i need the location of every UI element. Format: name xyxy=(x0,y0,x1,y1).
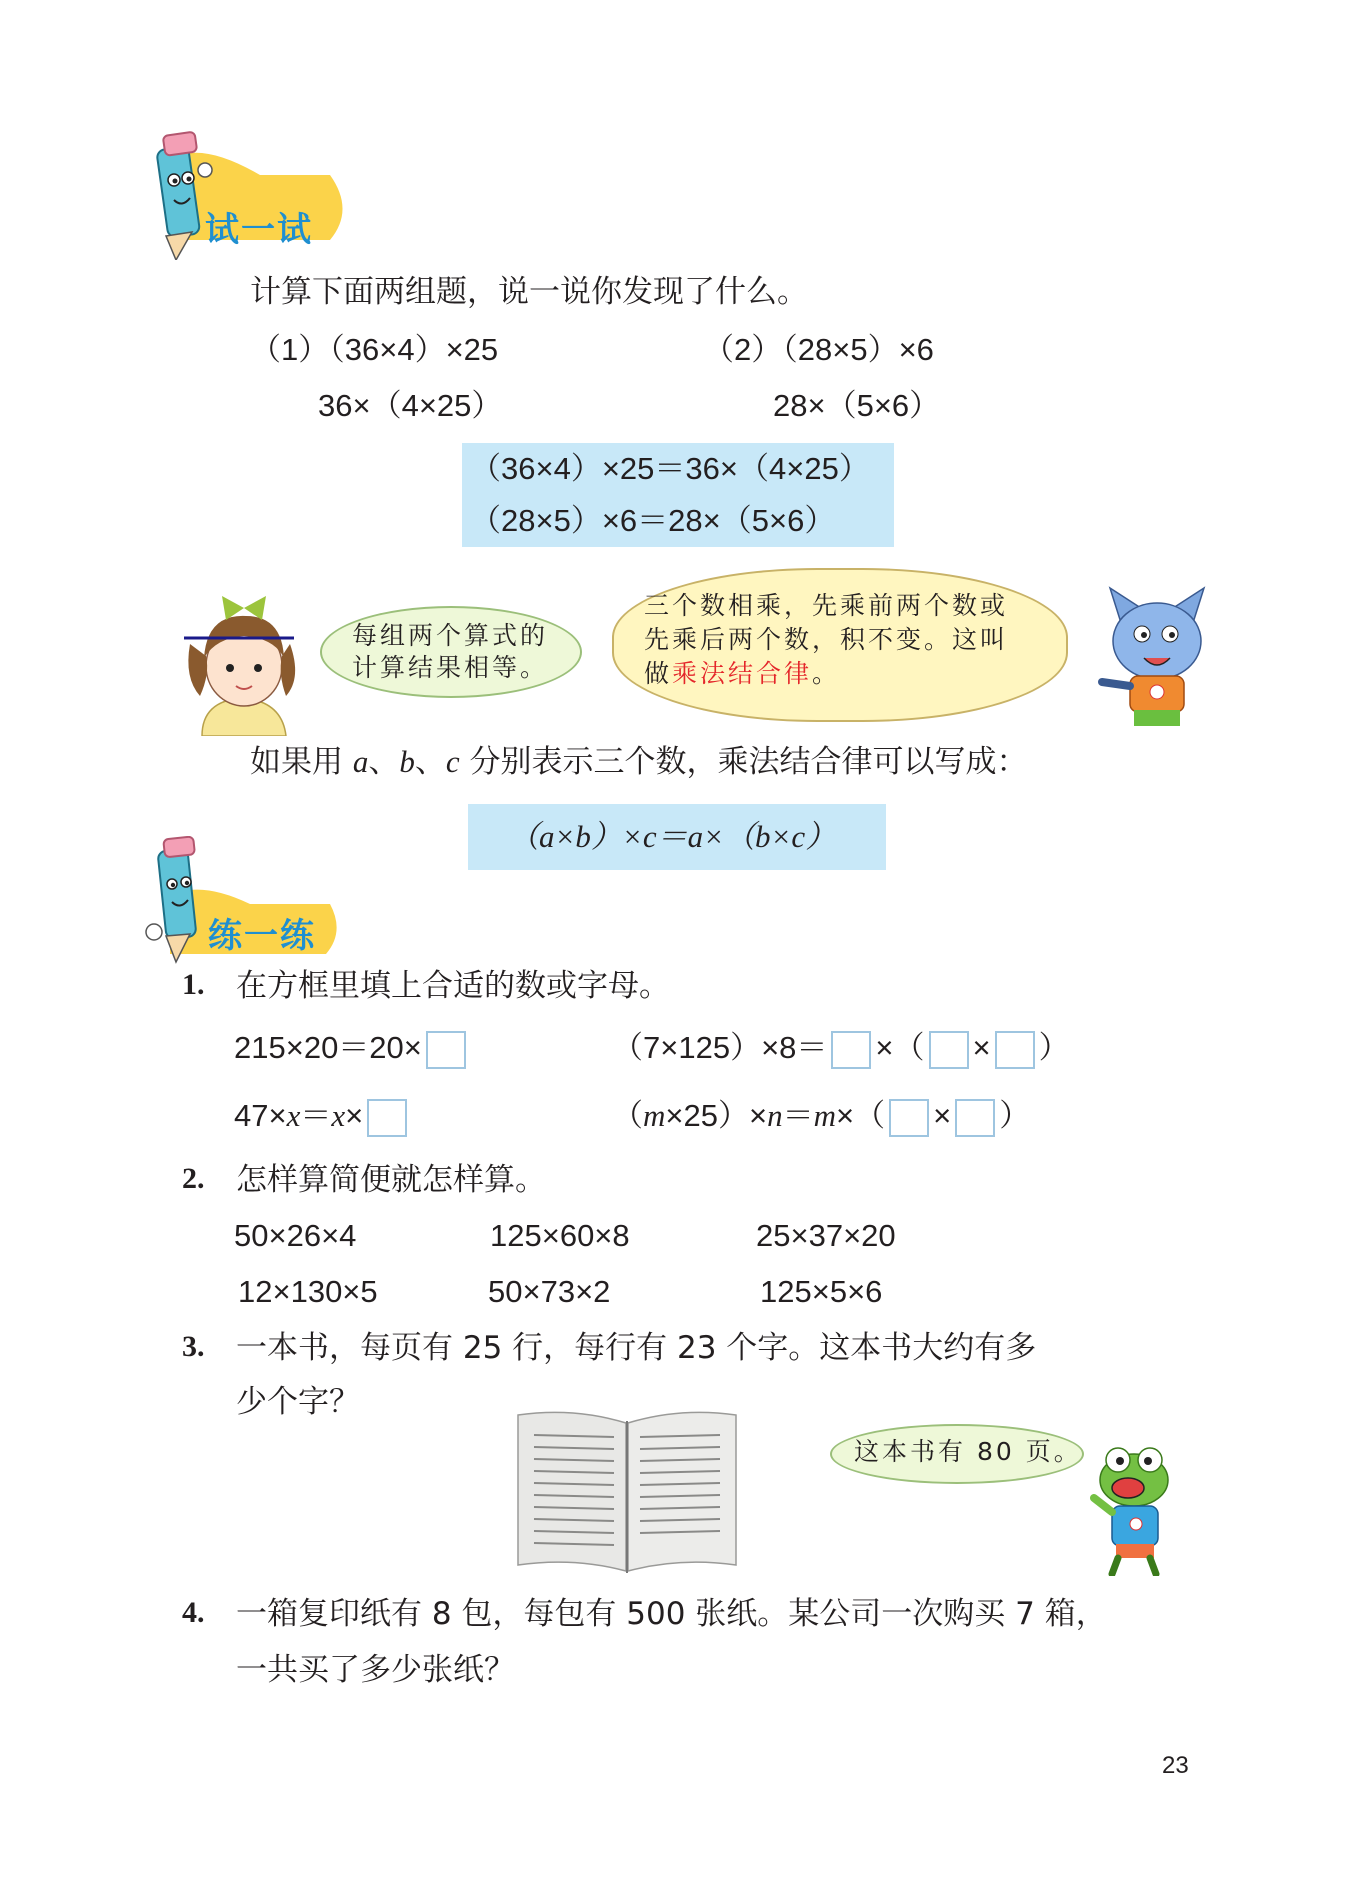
answer-box[interactable] xyxy=(929,1031,969,1069)
q2-item: 50×26×4 xyxy=(234,1218,357,1253)
q1-d-open: （ xyxy=(612,1098,643,1133)
group2-label: （2） xyxy=(703,332,783,367)
girl-speech-line2: 计算结果相等。 xyxy=(352,653,549,682)
q1-d-m: m xyxy=(643,1098,666,1133)
letters-sep-1: 、 xyxy=(368,744,400,780)
q4-line2: 一共买了多少张纸？ xyxy=(236,1652,515,1688)
q3-number: 3. xyxy=(182,1330,205,1363)
letters-sep-2: 、 xyxy=(414,744,446,780)
group2-expression1: （28×5）×6 xyxy=(782,332,934,367)
associative-law-formula: （a×b）×c＝a×（b×c） xyxy=(508,819,837,854)
q1-c-var1: x xyxy=(286,1098,301,1133)
q1-item-c xyxy=(234,1096,411,1137)
q1-b-mid2: × xyxy=(972,1030,991,1065)
result-box xyxy=(462,443,894,547)
q1-d-times: × xyxy=(933,1098,952,1133)
letters-sentence-suffix: 分别表示三个数，乘法结合律可以写成： xyxy=(469,744,1028,780)
frog-speech-bubble xyxy=(830,1424,1084,1484)
practice-section-title: 练一练 xyxy=(208,916,316,956)
letters-sentence-prefix: 如果用 xyxy=(250,744,343,780)
answer-box[interactable] xyxy=(831,1031,871,1069)
letter-c: c xyxy=(445,744,460,779)
q2-item: 50×73×2 xyxy=(488,1274,611,1309)
q1-item-b xyxy=(612,1028,1070,1069)
group1-expression1: （36×4）×25 xyxy=(329,332,499,367)
q1-c-prefix: 47× xyxy=(234,1098,287,1133)
q2-item: 125×5×6 xyxy=(760,1274,883,1309)
open-book-image xyxy=(514,1405,740,1577)
page-number: 23 xyxy=(1162,1752,1189,1779)
group2-line2: 28×（5×6） xyxy=(773,388,941,423)
girl-speech-bubble xyxy=(320,606,582,698)
q1-c-times: × xyxy=(345,1098,364,1133)
q1-d-n: n xyxy=(767,1098,783,1133)
letter-b: b xyxy=(399,744,415,779)
associative-law-term: 乘法结合律 xyxy=(672,659,813,688)
formula-box xyxy=(468,804,886,870)
q2-item: 12×130×5 xyxy=(238,1274,378,1309)
cat-speech-line1: 三个数相乘，先乘前两个数或 xyxy=(644,591,1009,620)
group2-line1 xyxy=(703,330,934,370)
frog-speech-text: 这本书有 80 页。 xyxy=(854,1437,1082,1466)
answer-box[interactable] xyxy=(426,1031,466,1069)
result-equation-1: （36×4）×25＝36×（4×25） xyxy=(470,451,870,486)
group1-label: （1） xyxy=(250,332,330,367)
q1-d-part1: ×25）× xyxy=(665,1098,768,1133)
q1-a-expression: 215×20＝20× xyxy=(234,1030,422,1065)
q2-text: 怎样算简便就怎样算。 xyxy=(236,1162,546,1198)
q1-item-d xyxy=(612,1096,1030,1137)
practice-section-header xyxy=(140,836,340,966)
letter-a: a xyxy=(352,744,369,779)
girl-character-icon xyxy=(182,586,302,736)
q4-number: 4. xyxy=(182,1596,205,1629)
q2-item: 125×60×8 xyxy=(490,1218,630,1253)
group1-line1 xyxy=(250,330,498,370)
cat-speech-bubble xyxy=(612,568,1068,722)
q1-c-var2: x xyxy=(331,1098,346,1133)
q3-line2: 少个字？ xyxy=(236,1384,360,1420)
q1-b-mid1: ×（ xyxy=(875,1030,925,1065)
q1-c-eq: ＝ xyxy=(300,1098,332,1133)
letters-sentence xyxy=(250,742,1027,782)
q1-d-m2: m xyxy=(813,1098,836,1133)
cat-speech-line2: 先乘后两个数，积不变。这叫 xyxy=(644,625,1009,654)
q1-number: 1. xyxy=(182,968,205,1001)
q1-text: 在方框里填上合适的数或字母。 xyxy=(236,968,670,1004)
q1-b-end: ） xyxy=(1038,1030,1070,1065)
cat-character-icon xyxy=(1092,586,1222,736)
answer-box[interactable] xyxy=(367,1099,407,1137)
answer-box[interactable] xyxy=(995,1031,1035,1069)
q1-d-eq: ＝ xyxy=(782,1098,814,1133)
cat-speech-suffix: 。 xyxy=(812,659,841,688)
q2-number: 2. xyxy=(182,1162,205,1195)
frog-character-icon xyxy=(1088,1446,1178,1576)
result-equation-2: （28×5）×6＝28×（5×6） xyxy=(470,503,836,538)
q1-d-mid: ×（ xyxy=(835,1098,886,1133)
q4-line1: 一箱复印纸有 8 包，每包有 500 张纸。某公司一次购买 7 箱， xyxy=(236,1596,1107,1632)
try-instruction: 计算下面两组题，说一说你发现了什么。 xyxy=(250,274,808,310)
group1-line2: 36×（4×25） xyxy=(318,388,503,423)
q1-item-a xyxy=(234,1028,470,1069)
answer-box[interactable] xyxy=(889,1099,929,1137)
q1-b-prefix: （7×125）×8＝ xyxy=(612,1030,828,1065)
try-section-header xyxy=(130,120,350,260)
q1-d-end: ） xyxy=(999,1098,1031,1133)
cat-speech-line3 xyxy=(644,658,840,690)
cat-speech-prefix: 做 xyxy=(644,659,673,688)
q2-item: 25×37×20 xyxy=(756,1218,896,1253)
answer-box[interactable] xyxy=(955,1099,995,1137)
try-section-title: 试一试 xyxy=(205,210,313,250)
q3-line1: 一本书，每页有 25 行，每行有 23 个字。这本书大约有多 xyxy=(236,1330,1037,1366)
girl-speech-line1: 每组两个算式的 xyxy=(352,621,549,650)
